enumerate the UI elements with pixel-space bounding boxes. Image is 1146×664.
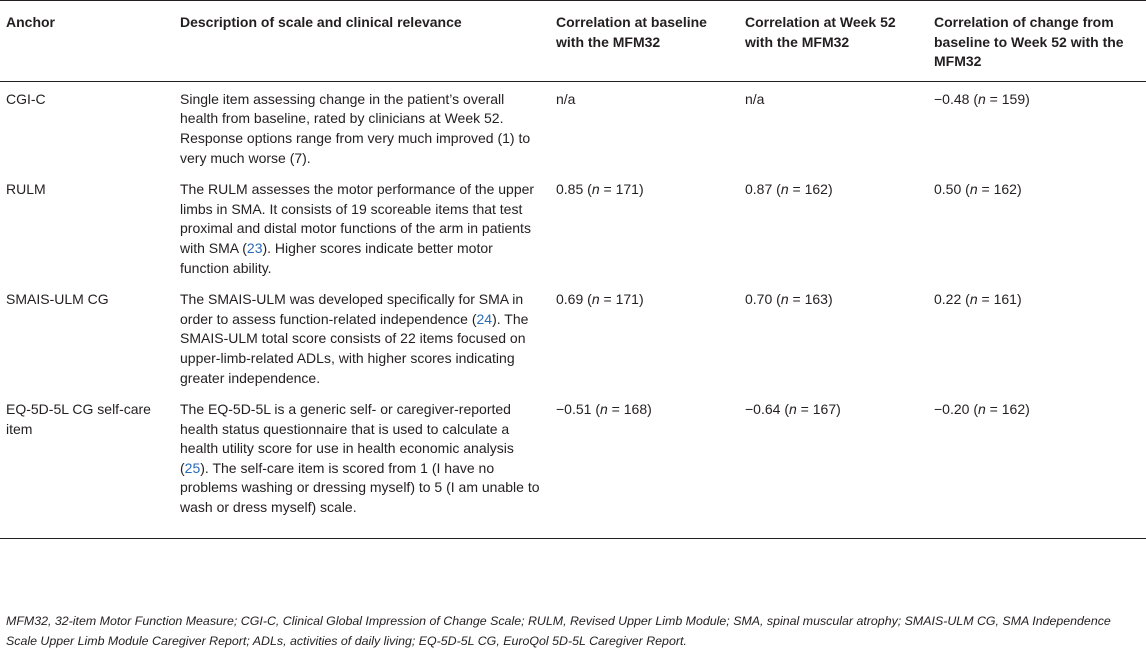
n-label: n — [969, 181, 978, 198]
correlation-value: 0.87 — [745, 181, 773, 198]
equals-sign: = — [977, 181, 994, 198]
sample-size: 171 — [615, 291, 639, 308]
anchor-cell: SMAIS-ULM CG — [6, 291, 109, 308]
sample-size: 162 — [804, 181, 828, 198]
header-description: Description of scale and clinical relevance — [180, 14, 462, 30]
sample-size: 162 — [993, 181, 1017, 198]
reference-link[interactable]: 25 — [184, 459, 201, 476]
sample-size: 167 — [812, 401, 837, 418]
header-change-correlation: Correlation of change from baseline to Week 52 with the MFM32 — [934, 14, 1124, 70]
description-text: The EQ-5D-5L is a generic self- or caregiver-reported health status questionnaire that is used to calculate a health utility score for use in health economic analysis ( — [180, 401, 514, 476]
correlation-value: 0.50 — [934, 181, 962, 198]
n-label: n — [969, 291, 978, 308]
n-label: n — [591, 291, 600, 308]
header-anchor: Anchor — [6, 14, 55, 30]
anchor-cell: RULM — [6, 181, 46, 198]
correlation-value: −0.20 — [934, 401, 970, 418]
table-footnote: MFM32, 32-item Motor Function Measure; CGI-C, Clinical Global Impression of Change Scale; RULM, Revised Upper Limb Module; SMA, spinal muscular atrophy; SMAIS-ULM CG, SMA Independence Scale Upper Limb Module Caregiver Report; ADLs, activities of daily living; EQ-5D-5L CG, EuroQol 5D-5L Caregiver Report. — [6, 614, 1111, 648]
equals-sign: = — [599, 291, 616, 308]
description-text: ). The SMAIS-ULM total score consists of 22 items focused on upper-limb-related ADLs, with higher scores indicating greater independence. — [180, 310, 529, 386]
correlation-value: 0.70 — [745, 291, 773, 308]
description-cell — [174, 81, 550, 172]
table-row — [0, 282, 1146, 392]
header-baseline-correlation: Correlation at baseline with the MFM32 — [556, 14, 707, 50]
sample-size: 161 — [993, 291, 1017, 308]
equals-sign: = — [788, 181, 805, 198]
week52-cell: 0.87 (n = 162) — [745, 181, 833, 198]
table-row — [0, 392, 1146, 538]
baseline-cell: 0.69 (n = 171) — [556, 291, 644, 308]
anchor-cell: EQ-5D-5L CG self-care item — [6, 401, 151, 437]
baseline-cell: 0.85 (n = 171) — [556, 181, 644, 198]
table-row — [0, 81, 1146, 172]
baseline-cell: n/a — [556, 90, 576, 107]
change-cell: 0.22 (n = 161) — [934, 291, 1022, 308]
equals-sign: = — [985, 401, 1002, 418]
equals-sign: = — [788, 291, 805, 308]
equals-sign: = — [796, 401, 813, 418]
sample-size: 168 — [623, 401, 648, 418]
correlation-value: −0.48 — [934, 90, 970, 107]
description-cell — [174, 172, 550, 282]
equals-sign: = — [985, 90, 1002, 107]
anchor-cell: CGI-C — [6, 90, 46, 107]
sample-size: 162 — [1001, 401, 1026, 418]
table-row — [0, 172, 1146, 282]
description-text: ). The self-care item is scored from 1 (I have no problems washing or dressing myself) to 5 (I am unable to wash or dress myself) scale. — [180, 459, 540, 516]
reference-link[interactable]: 23 — [246, 239, 263, 256]
description-cell — [174, 282, 550, 392]
week52-cell: n/a — [745, 90, 765, 107]
description-text: Single item assessing change in the patient’s overall health from baseline, rated by clinicians at Week 52. Response options range from very much improved (1) to very much worse (7). — [180, 90, 531, 166]
header-week52-correlation: Correlation at Week 52 with the MFM32 — [745, 14, 896, 50]
correlation-value: −0.51 — [556, 401, 592, 418]
correlation-value: 0.22 — [934, 291, 962, 308]
reference-link[interactable]: 24 — [476, 310, 493, 327]
description-text: The SMAIS-ULM was developed specifically for SMA in order to assess function-related independence ( — [180, 291, 524, 327]
correlation-value: 0.69 — [556, 291, 584, 308]
equals-sign: = — [599, 181, 616, 198]
n-label: n — [600, 401, 608, 418]
sample-size: 159 — [1001, 90, 1026, 107]
sample-size: 163 — [804, 291, 828, 308]
sample-size: 171 — [615, 181, 639, 198]
description-cell — [174, 392, 550, 538]
description-text: The RULM assesses the motor performance of the upper limbs in SMA. It consists of 19 scoreable items that test proximal and distal motor functions of the arm in patients with SMA ( — [180, 181, 535, 256]
week52-cell: −0.64 (n = 167) — [745, 401, 841, 418]
n-label: n — [978, 90, 986, 107]
equals-sign: = — [607, 401, 624, 418]
change-cell: −0.20 (n = 162) — [934, 401, 1030, 418]
table-header-row — [0, 1, 1146, 82]
n-label: n — [780, 291, 789, 308]
correlation-value: −0.64 — [745, 401, 781, 418]
correlation-value: 0.85 — [556, 181, 584, 198]
n-label: n — [780, 181, 789, 198]
change-cell: −0.48 (n = 159) — [934, 90, 1030, 107]
n-label: n — [978, 401, 986, 418]
baseline-cell: −0.51 (n = 168) — [556, 401, 652, 418]
n-label: n — [789, 401, 797, 418]
week52-cell: 0.70 (n = 163) — [745, 291, 833, 308]
change-cell: 0.50 (n = 162) — [934, 181, 1022, 198]
n-label: n — [591, 181, 600, 198]
description-text: ). Higher scores indicate better motor function ability. — [180, 239, 493, 276]
equals-sign: = — [977, 291, 994, 308]
